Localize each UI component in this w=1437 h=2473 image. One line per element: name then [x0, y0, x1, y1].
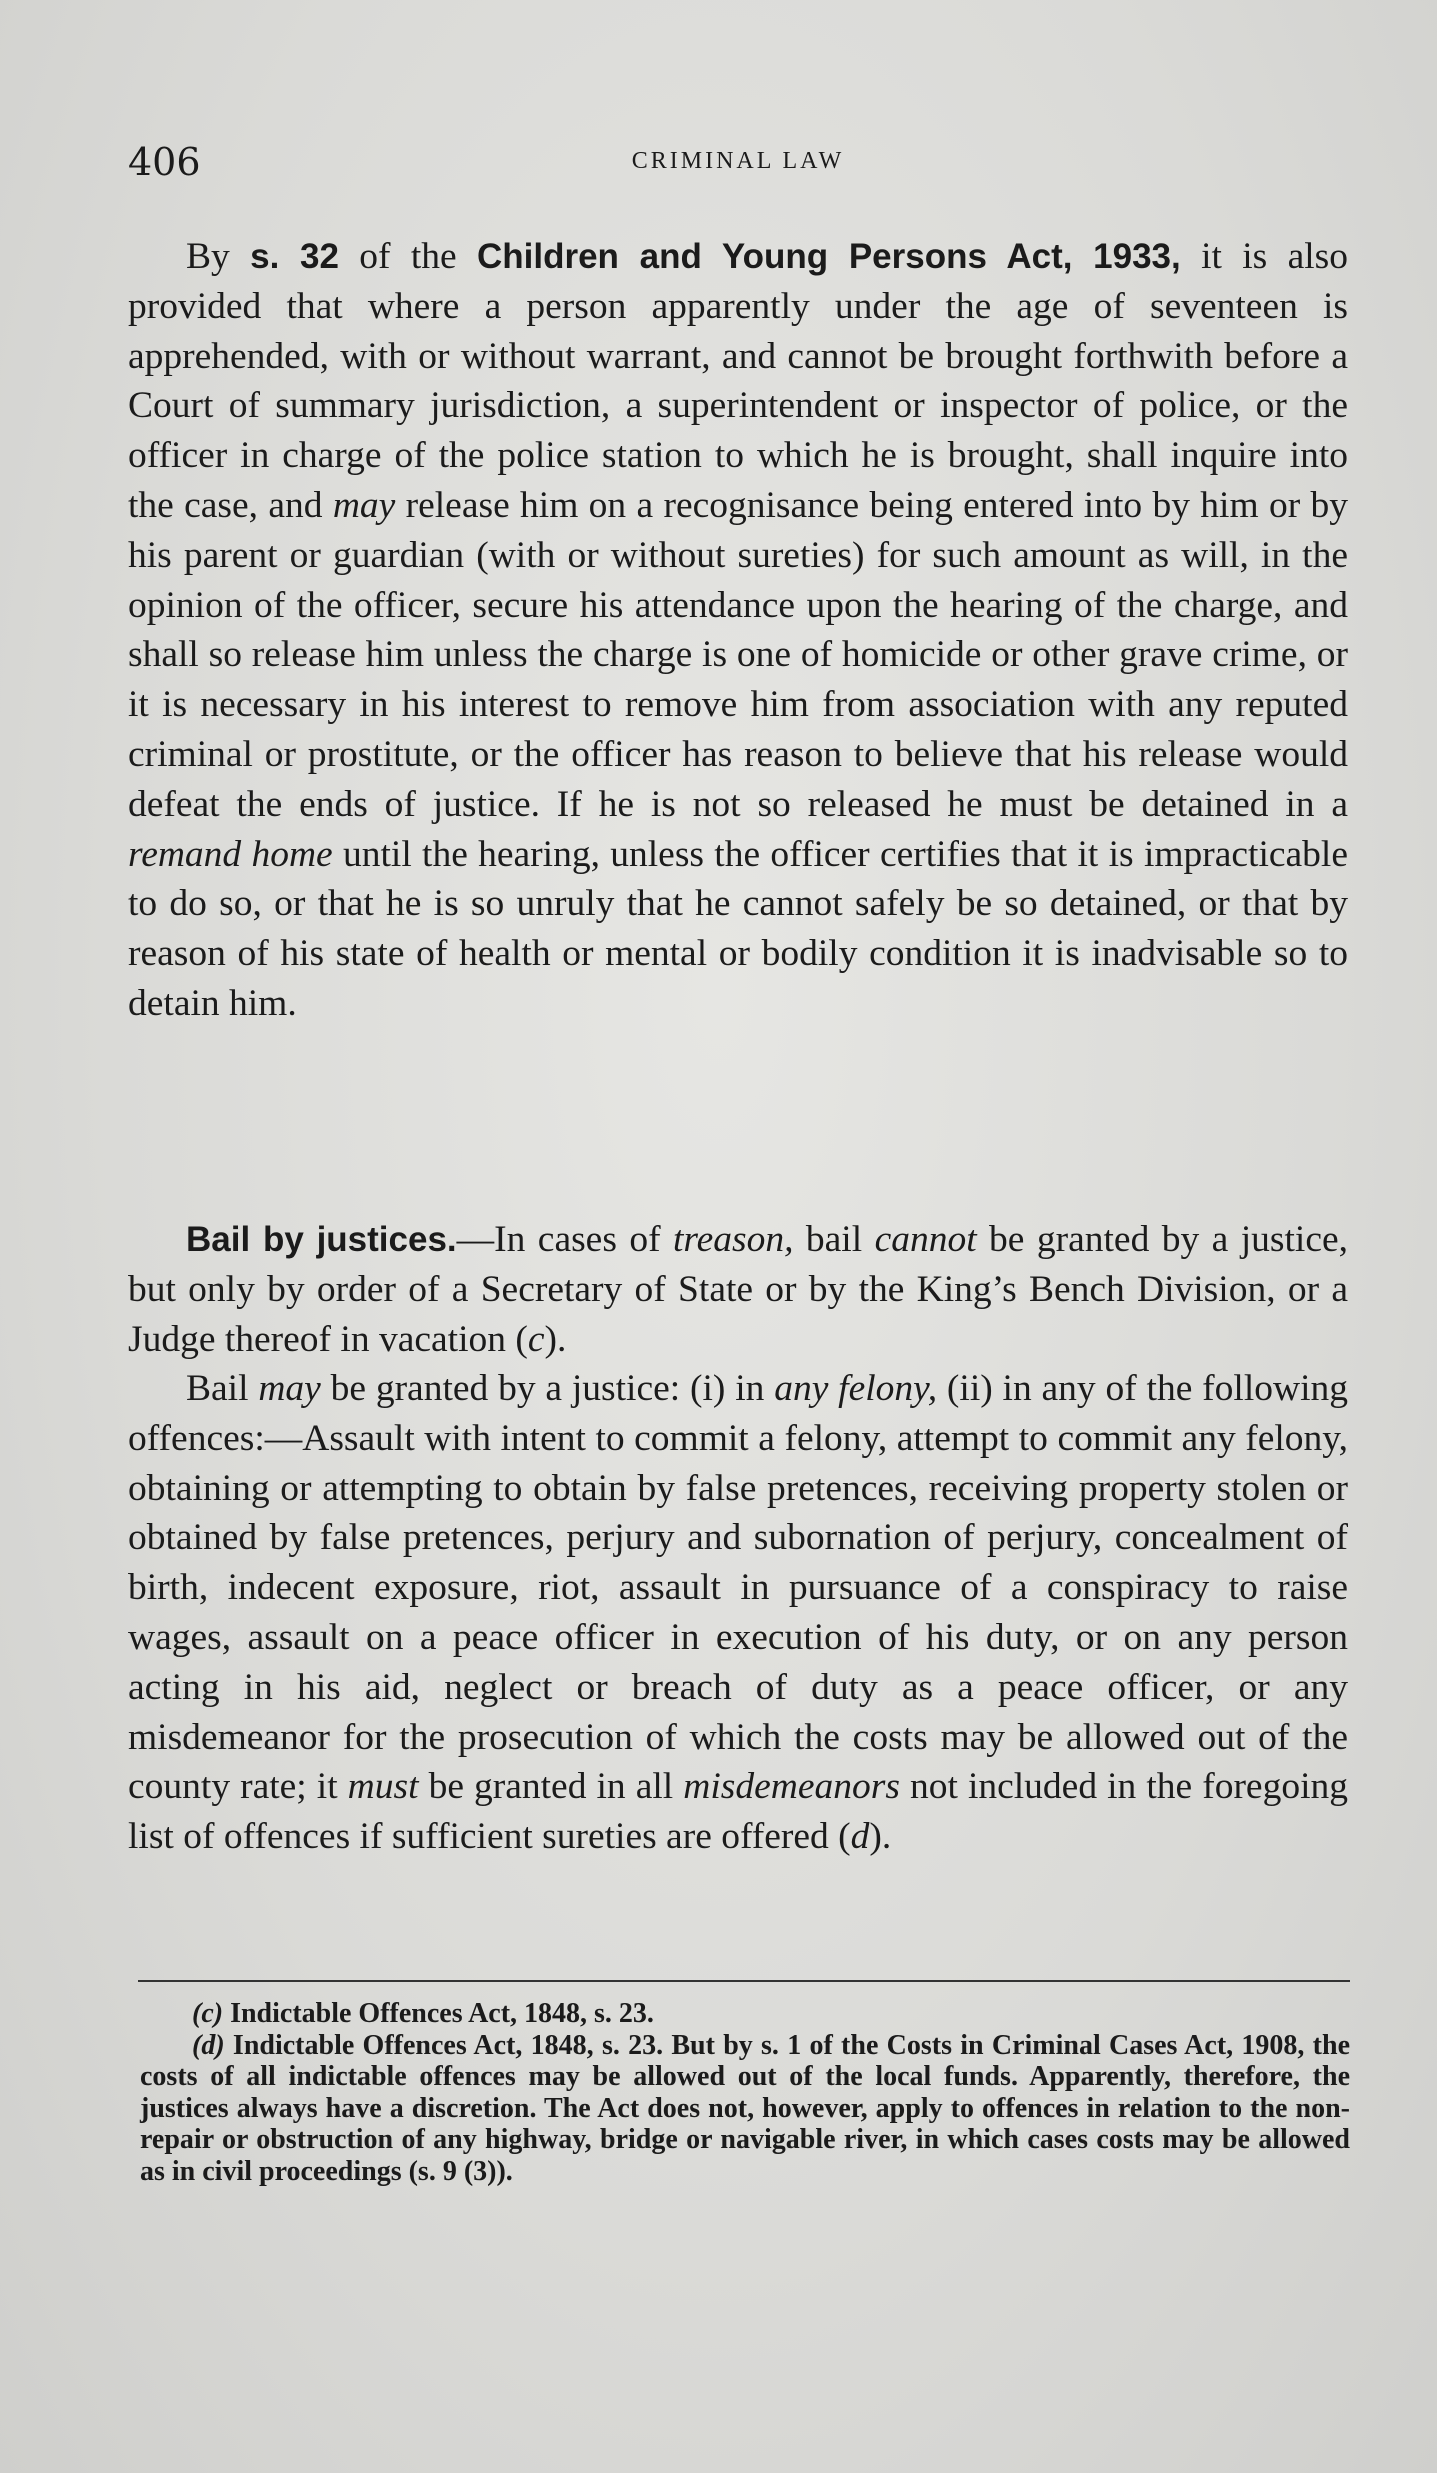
- paragraph-bail-may-be-granted: [128, 1364, 1348, 1862]
- section-heading: Bail by justices.: [186, 1220, 457, 1259]
- paragraph-children-act: [128, 232, 1348, 1029]
- text-span: ).: [544, 1318, 567, 1360]
- text-span: Bail: [186, 1368, 259, 1409]
- page-header: [128, 140, 1348, 190]
- text-span: of the: [338, 236, 477, 277]
- emphasis-treason: treason,: [673, 1219, 794, 1260]
- text-span: not included in the foregoing list of offences if sufficient sureties are offered (: [128, 1766, 1348, 1858]
- text-span: bail: [793, 1219, 875, 1260]
- text-span: —In cases of: [456, 1219, 673, 1260]
- footnote-text-d: Indictable Offences Act, 1848, s. 23. But by s. 1 of the Costs in Criminal Cases Act, 1908, the costs of all indictable offences may be allowed out of the local funds. Apparently, therefore, the justices always have a discretion. The Act does not, however, apply to offences in relation to the non-repair or obstruction of any highway, bridge or navigable river, in which cases costs may be allowed as in civil proceedings (s. 9 (3)).: [140, 2029, 1350, 2187]
- emphasis-may: may: [332, 484, 396, 526]
- footnote-d: [140, 2030, 1350, 2188]
- footnote-c: [140, 1998, 1350, 2030]
- footnote-ref-d: d: [850, 1816, 870, 1858]
- emphasis-remand-home: remand home: [128, 833, 333, 875]
- running-head: CRIMINAL LAW: [631, 148, 845, 174]
- footnote-ref-c: c: [527, 1318, 545, 1360]
- text-span: release him on a recognisance being entered into by him or by his parent or guardian (with or without sureties) for such amount as will, in the opinion of the officer, secure his attendance upon the hearing of the charge, and shall so release him unless the charge is one of homicide or other grave crime, or it is necessary in his interest to remove him from association with any reputed criminal or prostitute, or the officer has reason to believe that his release would defeat the ends of justice. If he is not so released he must be detained in a: [128, 484, 1348, 825]
- footnote-mark-c: (c): [192, 1998, 224, 2029]
- act-title: Children and Young Persons Act, 1933,: [476, 237, 1181, 276]
- text-span: be granted by a justice, but only by order of a Secretary of State or by the King’s Bench Division, or a Judge thereof in vacation (: [128, 1219, 1348, 1360]
- page-number: 406: [128, 140, 201, 184]
- emphasis-any-felony: any felony,: [774, 1368, 938, 1409]
- paragraph-bail-by-justices: [128, 1215, 1348, 1364]
- section-ref: s. 32: [250, 237, 339, 276]
- text-span: (ii) in any of the following offences:—Assault with intent to commit a felony, attempt to commit any felony, obtaining or attempting to obtain by false pretences, receiving property stolen or obtained by false pretences, perjury and subornation of perjury, concealment of birth, indecent exposure, riot, assault in pursuance of a conspiracy to raise wages, assault on a peace officer in execution of his duty, or on any person acting in his aid, neglect or breach of duty as a peace officer, or any misdemeanor for the prosecution of which the costs may be allowed out of the county rate; it: [128, 1368, 1348, 1808]
- emphasis-may: may: [258, 1368, 321, 1409]
- text-span: By: [186, 236, 251, 277]
- text-span: be granted in all: [418, 1766, 684, 1808]
- text-span: ).: [869, 1816, 892, 1858]
- text-span: until the hearing, unless the officer certifies that it is impracticable to do so, or that he is so unruly that he cannot safely be so detained, or that by reason of his state of health or mental or bodily condition it is inadvisable so to detain him.: [128, 833, 1348, 1024]
- text-span: it is also provided that where a person apparently under the age of seventeen is apprehended, with or without warrant, and cannot be brought forthwith before a Court of summary jurisdiction, a superintendent or inspector of police, or the officer in charge of the police station to which he is brought, shall inquire into the case, and: [128, 236, 1348, 526]
- footnote-text-c: Indictable Offences Act, 1848, s. 23.: [223, 1998, 654, 2029]
- emphasis-must: must: [347, 1766, 419, 1808]
- footnotes: [140, 1998, 1350, 2187]
- footnote-divider: [138, 1980, 1350, 1982]
- text-span: be granted by a justice: (i) in: [320, 1368, 775, 1409]
- emphasis-cannot: cannot: [874, 1219, 977, 1260]
- emphasis-misdemeanors: misdemeanors: [683, 1766, 900, 1808]
- footnote-mark-d: (d): [192, 2029, 225, 2061]
